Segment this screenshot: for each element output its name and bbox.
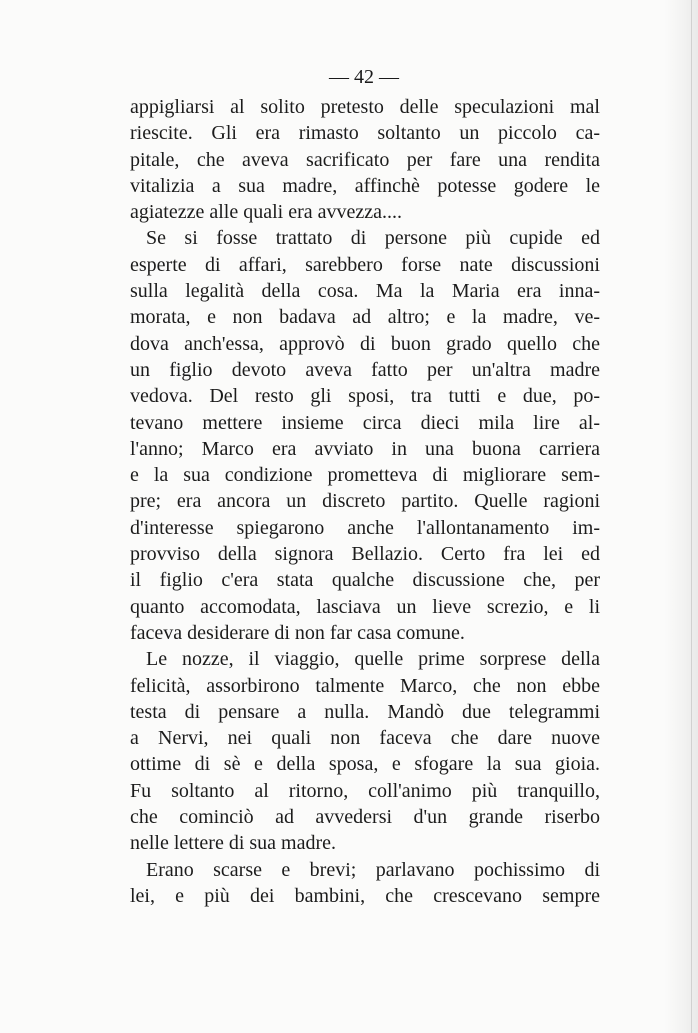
paragraph xyxy=(130,646,600,856)
paragraph xyxy=(130,857,600,910)
text-line: che cominciò ad avvedersi d'un grande riserbo xyxy=(130,806,600,829)
text-line: quanto accomodata, lasciava un lieve screzio, e li xyxy=(130,595,600,618)
text-line: d'interesse spiegarono anche l'allontanamento im- xyxy=(130,516,600,539)
page-edge-line xyxy=(691,0,692,1033)
body-text xyxy=(130,94,600,909)
text-line: felicità, assorbirono talmente Marco, che non ebbe xyxy=(130,674,600,697)
text-line: provviso della signora Bellazio. Certo fra lei ed xyxy=(130,543,600,566)
text-line: agiatezze alle quali era avvezza.... xyxy=(130,201,403,224)
text-line: vedova. Del resto gli sposi, tra tutti e due, po- xyxy=(130,385,600,408)
text-line: Se si fosse trattato di persone più cupide ed xyxy=(146,227,600,250)
text-line: vitalizia a sua madre, affinchè potesse godere le xyxy=(130,174,600,197)
page-number: — 42 — xyxy=(329,66,399,88)
text-line: l'anno; Marco era avviato in una buona carriera xyxy=(130,437,600,460)
text-line: morata, e non badava ad altro; e la madre, ve- xyxy=(130,306,600,329)
paragraph xyxy=(130,225,600,646)
text-line: pitale, che aveva sacrificato per fare una rendita xyxy=(130,148,600,171)
text-line: tevano mettere insieme circa dieci mila lire al- xyxy=(130,411,600,434)
paragraph xyxy=(130,94,600,225)
text-line: ottime di sè e della sposa, e sfogare la sua gioia. xyxy=(130,753,600,776)
text-line: pre; era ancora un discreto partito. Quelle ragioni xyxy=(130,490,600,513)
text-line: riescite. Gli era rimasto soltanto un piccolo ca- xyxy=(130,122,600,145)
text-line: lei, e più dei bambini, che crescevano sempre xyxy=(130,884,600,907)
text-line: sulla legalità della cosa. Ma la Maria era inna- xyxy=(130,280,600,303)
text-line: il figlio c'era stata qualche discussione che, per xyxy=(130,569,600,592)
text-line: e la sua condizione prometteva di migliorare sem- xyxy=(130,464,600,487)
text-line: a Nervi, nei quali non faceva che dare nuove xyxy=(130,727,600,750)
text-line: faceva desiderare di non far casa comune. xyxy=(130,621,465,644)
text-line: dova anch'essa, approvò di buon grado quello che xyxy=(130,332,600,355)
text-line: Erano scarse e brevi; parlavano pochissimo di xyxy=(146,858,600,881)
text-line: appigliarsi al solito pretesto delle speculazioni mal xyxy=(130,96,600,118)
text-line: esperte di affari, sarebbero forse nate discussioni xyxy=(130,253,600,276)
page-edge-shadow xyxy=(664,0,698,1033)
text-line: nelle lettere di sua madre. xyxy=(130,832,337,855)
text-line: Fu soltanto al ritorno, coll'animo più tranquillo, xyxy=(130,779,600,802)
text-line: un figlio devoto aveva fatto per un'altra madre xyxy=(130,358,600,381)
text-line: Le nozze, il viaggio, quelle prime sorprese della xyxy=(146,648,600,671)
text-line: testa di pensare a nulla. Mandò due telegrammi xyxy=(130,700,600,723)
